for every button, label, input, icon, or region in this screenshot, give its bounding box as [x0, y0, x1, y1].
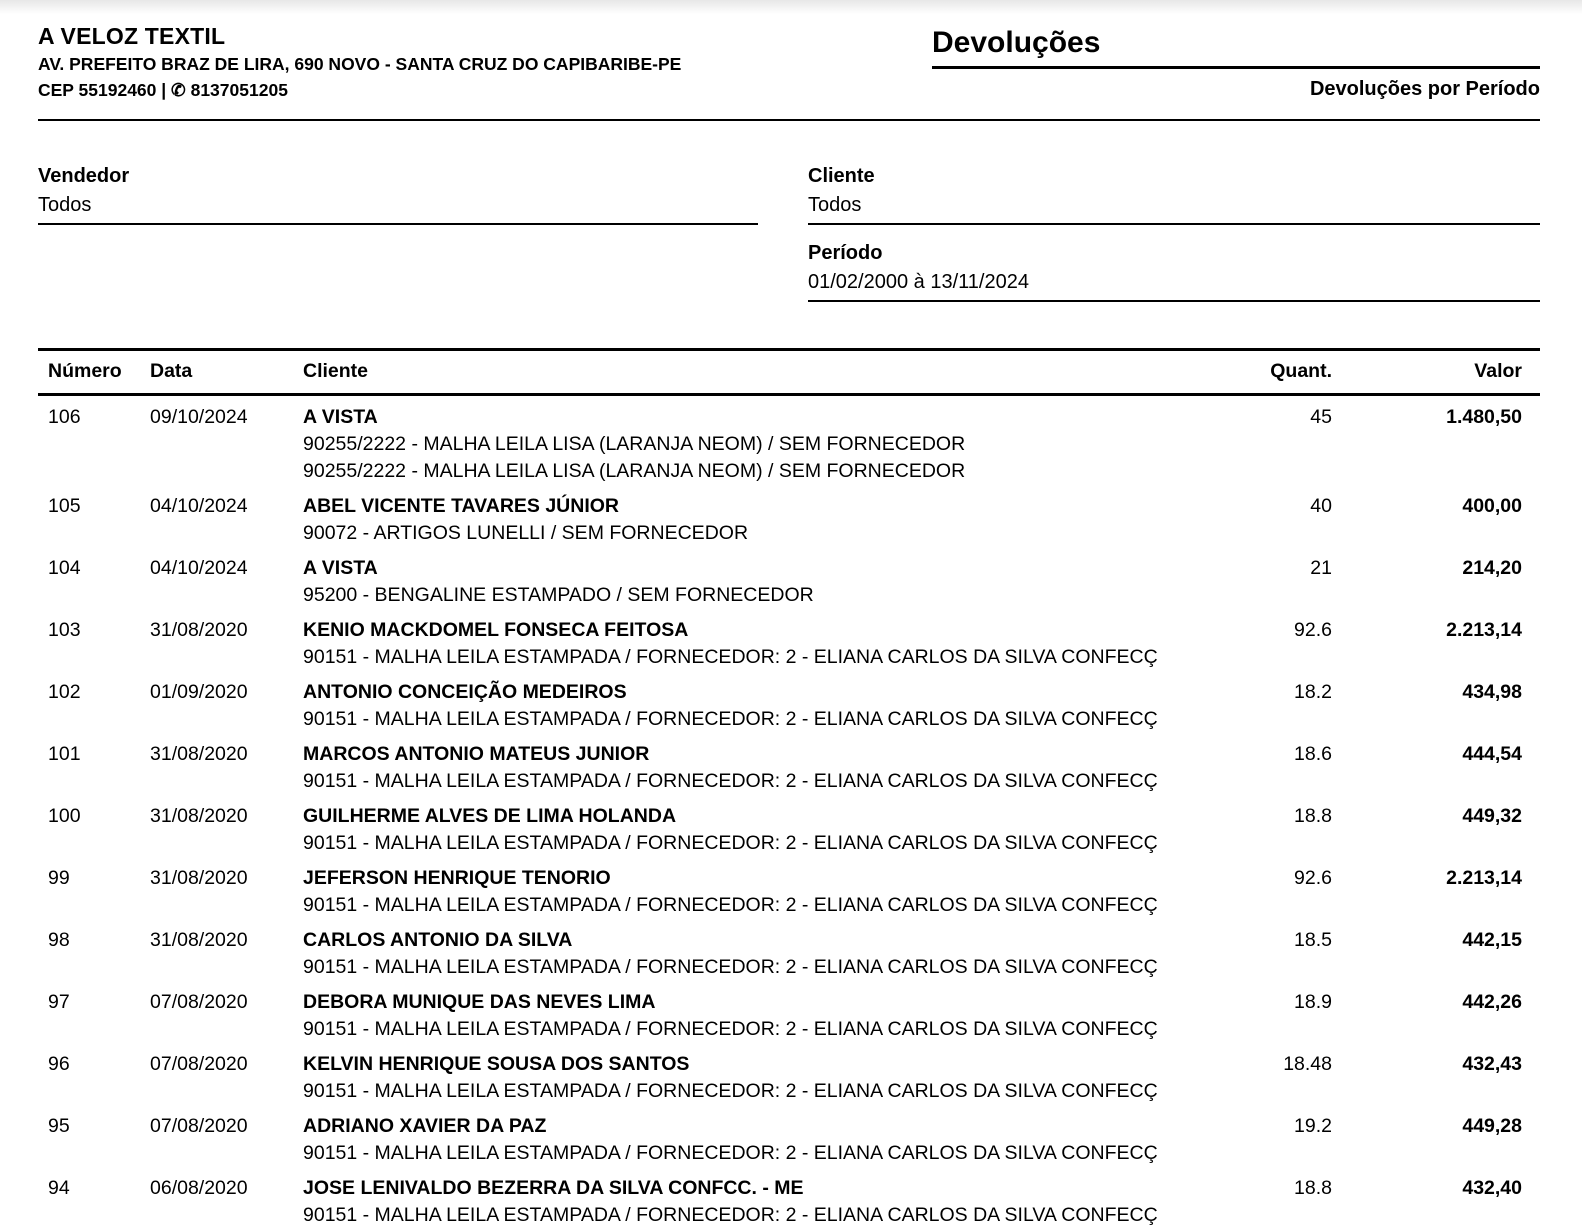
column-header-cliente: Cliente: [303, 360, 369, 383]
table-row: [38, 396, 1540, 485]
row-cliente-name: A VISTA: [303, 406, 378, 429]
row-valor: 2.213,14: [1446, 867, 1522, 890]
filter-cliente: [808, 163, 1540, 225]
product-detail-line: 90151 - MALHA LEILA ESTAMPADA / FORNECEDOR: 2 - ELIANA CARLOS DA SILVA CONFECÇ: [303, 832, 1158, 855]
row-details: [303, 1078, 1240, 1105]
row-details: [303, 706, 1240, 733]
row-cliente-block: [303, 1113, 1240, 1167]
row-details: [303, 830, 1240, 857]
table-row: [38, 609, 1540, 671]
row-numero: 106: [48, 406, 81, 429]
report-title: Devoluções: [932, 26, 1540, 69]
product-detail-line: 90151 - MALHA LEILA ESTAMPADA / FORNECEDOR: 2 - ELIANA CARLOS DA SILVA CONFECÇ: [303, 1080, 1158, 1103]
row-data: 07/08/2020: [150, 1053, 248, 1076]
row-cliente-name: KENIO MACKDOMEL FONSECA FEITOSA: [303, 619, 689, 642]
filter-column-left: [38, 163, 758, 317]
table-row: [38, 1043, 1540, 1105]
row-details: [303, 582, 1240, 609]
row-details: [303, 431, 1240, 485]
row-data: 01/09/2020: [150, 681, 248, 704]
row-cliente-block: [303, 617, 1240, 671]
row-cliente-block: [303, 865, 1240, 919]
row-data: 07/08/2020: [150, 1115, 248, 1138]
row-numero: 101: [48, 743, 81, 766]
row-cliente-name: JOSE LENIVALDO BEZERRA DA SILVA CONFCC. - ME: [303, 1177, 804, 1200]
row-cliente-name: ANTONIO CONCEIÇÃO MEDEIROS: [303, 681, 627, 704]
company-address: AV. PREFEITO BRAZ DE LIRA, 690 NOVO - SANTA CRUZ DO CAPIBARIBE-PE: [38, 53, 682, 74]
table-row: [38, 1105, 1540, 1167]
row-cliente-name: MARCOS ANTONIO MATEUS JUNIOR: [303, 743, 650, 766]
filters-section: [38, 163, 1540, 317]
product-detail-line: 90151 - MALHA LEILA ESTAMPADA / FORNECEDOR: 2 - ELIANA CARLOS DA SILVA CONFECÇ: [303, 1204, 1158, 1227]
row-cliente-name: ADRIANO XAVIER DA PAZ: [303, 1115, 547, 1138]
row-valor: 442,15: [1462, 929, 1522, 952]
product-detail-line: 90151 - MALHA LEILA ESTAMPADA / FORNECEDOR: 2 - ELIANA CARLOS DA SILVA CONFECÇ: [303, 1142, 1158, 1165]
row-quant: 92.6: [1294, 867, 1332, 890]
periodo-label: Período: [808, 242, 883, 265]
cliente-label: Cliente: [808, 165, 875, 188]
filter-periodo: [808, 240, 1540, 302]
row-data: 04/10/2024: [150, 495, 248, 518]
table-row: [38, 919, 1540, 981]
product-detail-line: 90151 - MALHA LEILA ESTAMPADA / FORNECEDOR: 2 - ELIANA CARLOS DA SILVA CONFECÇ: [303, 646, 1158, 669]
row-valor: 449,28: [1462, 1115, 1522, 1138]
product-detail-line: 90151 - MALHA LEILA ESTAMPADA / FORNECEDOR: 2 - ELIANA CARLOS DA SILVA CONFECÇ: [303, 956, 1158, 979]
table-row: [38, 671, 1540, 733]
row-quant: 18.2: [1294, 681, 1332, 704]
row-numero: 97: [48, 991, 70, 1014]
row-numero: 105: [48, 495, 81, 518]
returns-table: [38, 348, 1540, 1229]
row-quant: 18.6: [1294, 743, 1332, 766]
row-valor: 400,00: [1462, 495, 1522, 518]
row-cliente-block: [303, 404, 1240, 485]
row-quant: 21: [1310, 557, 1332, 580]
row-numero: 98: [48, 929, 70, 952]
separator: |: [161, 80, 167, 100]
row-data: 31/08/2020: [150, 867, 248, 890]
product-detail-line: 95200 - BENGALINE ESTAMPADO / SEM FORNECEDOR: [303, 584, 814, 607]
table-row: [38, 1167, 1540, 1229]
row-numero: 102: [48, 681, 81, 704]
table-row: [38, 981, 1540, 1043]
company-cep: CEP 55192460: [38, 80, 157, 100]
table-body: [38, 396, 1540, 1229]
column-header-valor: Valor: [1474, 360, 1522, 383]
row-valor: 432,40: [1462, 1177, 1522, 1200]
row-cliente-block: [303, 741, 1240, 795]
row-cliente-block: [303, 493, 1240, 547]
row-valor: 214,20: [1462, 557, 1522, 580]
row-cliente-block: [303, 1051, 1240, 1105]
row-cliente-block: [303, 1175, 1240, 1229]
table-row: [38, 795, 1540, 857]
table-row: [38, 485, 1540, 547]
table-row: [38, 547, 1540, 609]
periodo-value: 01/02/2000 à 13/11/2024: [808, 266, 1540, 302]
product-detail-line: 90255/2222 - MALHA LEILA LISA (LARANJA NEOM) / SEM FORNECEDOR: [303, 433, 966, 456]
row-cliente-block: [303, 989, 1240, 1043]
company-phone: 8137051205: [190, 80, 288, 100]
cliente-value: Todos: [808, 189, 1540, 225]
row-details: [303, 768, 1240, 795]
row-cliente-block: [303, 803, 1240, 857]
row-cliente-block: [303, 555, 1240, 609]
row-valor: 434,98: [1462, 681, 1522, 704]
row-quant: 18.8: [1294, 805, 1332, 828]
row-cliente-name: JEFERSON HENRIQUE TENORIO: [303, 867, 611, 890]
vendedor-value: Todos: [38, 189, 758, 225]
row-numero: 103: [48, 619, 81, 642]
company-contact-line: [38, 77, 681, 103]
row-details: [303, 1016, 1240, 1043]
row-quant: 18.8: [1294, 1177, 1332, 1200]
row-data: 31/08/2020: [150, 619, 248, 642]
row-cliente-name: ABEL VICENTE TAVARES JÚNIOR: [303, 495, 620, 518]
header-divider: [38, 119, 1540, 121]
row-quant: 18.9: [1294, 991, 1332, 1014]
report-subtitle: Devoluções por Período: [1309, 78, 1540, 100]
row-data: 06/08/2020: [150, 1177, 248, 1200]
report-title-block: [932, 22, 1540, 101]
table-row: [38, 857, 1540, 919]
row-data: 31/08/2020: [150, 929, 248, 952]
product-detail-line: 90151 - MALHA LEILA ESTAMPADA / FORNECEDOR: 2 - ELIANA CARLOS DA SILVA CONFECÇ: [303, 770, 1158, 793]
row-data: 04/10/2024: [150, 557, 248, 580]
row-quant: 45: [1310, 406, 1332, 429]
vendedor-label: Vendedor: [38, 165, 130, 188]
row-cliente-block: [303, 679, 1240, 733]
row-details: [303, 892, 1240, 919]
product-detail-line: 90255/2222 - MALHA LEILA LISA (LARANJA NEOM) / SEM FORNECEDOR: [303, 460, 966, 483]
row-quant: 18.48: [1283, 1053, 1332, 1076]
row-cliente-name: CARLOS ANTONIO DA SILVA: [303, 929, 573, 952]
row-numero: 95: [48, 1115, 70, 1138]
row-numero: 100: [48, 805, 81, 828]
row-details: [303, 520, 1240, 547]
row-details: [303, 954, 1240, 981]
filter-vendedor: [38, 163, 758, 225]
row-details: [303, 1202, 1240, 1229]
row-cliente-name: GUILHERME ALVES DE LIMA HOLANDA: [303, 805, 677, 828]
row-data: 31/08/2020: [150, 805, 248, 828]
company-name: A VELOZ TEXTIL: [38, 23, 226, 49]
row-quant: 92.6: [1294, 619, 1332, 642]
row-valor: 444,54: [1462, 743, 1522, 766]
product-detail-line: 90151 - MALHA LEILA ESTAMPADA / FORNECEDOR: 2 - ELIANA CARLOS DA SILVA CONFECÇ: [303, 1018, 1158, 1041]
document-header: [38, 0, 1540, 103]
row-data: 31/08/2020: [150, 743, 248, 766]
row-data: 09/10/2024: [150, 406, 248, 429]
product-detail-line: 90151 - MALHA LEILA ESTAMPADA / FORNECEDOR: 2 - ELIANA CARLOS DA SILVA CONFECÇ: [303, 708, 1158, 731]
row-details: [303, 644, 1240, 671]
row-valor: 1.480,50: [1446, 406, 1522, 429]
row-quant: 18.5: [1294, 929, 1332, 952]
row-cliente-name: DEBORA MUNIQUE DAS NEVES LIMA: [303, 991, 656, 1014]
row-cliente-name: A VISTA: [303, 557, 378, 580]
filter-column-right: [808, 163, 1540, 317]
product-detail-line: 90072 - ARTIGOS LUNELLI / SEM FORNECEDOR: [303, 522, 749, 545]
row-quant: 19.2: [1294, 1115, 1332, 1138]
company-block: [38, 22, 681, 103]
row-numero: 99: [48, 867, 70, 890]
row-valor: 442,26: [1462, 991, 1522, 1014]
row-quant: 40: [1310, 495, 1332, 518]
row-valor: 432,43: [1462, 1053, 1522, 1076]
row-cliente-block: [303, 927, 1240, 981]
row-details: [303, 1140, 1240, 1167]
row-numero: 96: [48, 1053, 70, 1076]
phone-icon: ✆: [171, 80, 186, 100]
row-valor: 2.213,14: [1446, 619, 1522, 642]
product-detail-line: 90151 - MALHA LEILA ESTAMPADA / FORNECEDOR: 2 - ELIANA CARLOS DA SILVA CONFECÇ: [303, 894, 1158, 917]
row-numero: 104: [48, 557, 81, 580]
column-header-numero: Número: [48, 360, 122, 383]
row-cliente-name: KELVIN HENRIQUE SOUSA DOS SANTOS: [303, 1053, 690, 1076]
row-data: 07/08/2020: [150, 991, 248, 1014]
row-valor: 449,32: [1462, 805, 1522, 828]
column-header-data: Data: [150, 360, 193, 383]
row-numero: 94: [48, 1177, 70, 1200]
table-header-row: [38, 348, 1540, 396]
table-row: [38, 733, 1540, 795]
column-header-quant: Quant.: [1270, 360, 1332, 383]
